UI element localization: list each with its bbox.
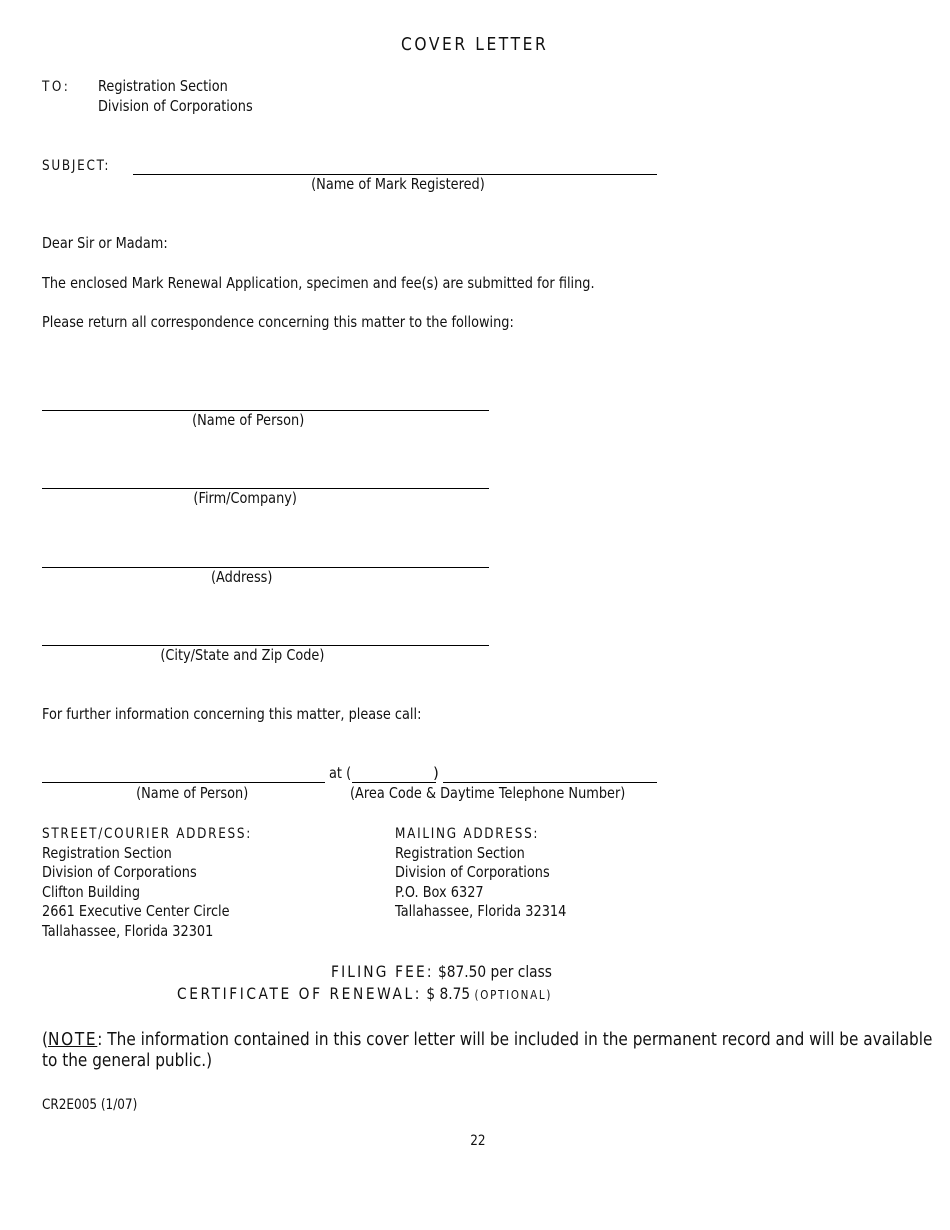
street-address-line: Division of Corporations <box>42 863 197 881</box>
street-address-line: 2661 Executive Center Circle <box>42 902 230 920</box>
further-info-text: For further information concerning this matter, please call: <box>42 705 422 723</box>
street-address-block <box>42 824 286 941</box>
certificate-fee-label: CERTIFICATE OF RENEWAL: <box>177 984 422 1003</box>
to-line-1: Registration Section <box>98 77 228 95</box>
page-number: 22 <box>470 1133 486 1149</box>
street-address-line: Tallahassee, Florida 32301 <box>42 921 214 940</box>
phone-field-line[interactable] <box>443 782 657 783</box>
name-of-person-caption: (Name of Person) <box>191 411 305 429</box>
note-line-1 <box>42 1029 950 1050</box>
certificate-fee <box>177 984 613 1003</box>
to-label: TO: <box>42 79 71 95</box>
filing-fee-value: $87.50 per class <box>438 962 552 981</box>
mailing-address-line: Registration Section <box>395 843 525 862</box>
body-paragraph-2: Please return all correspondence concerning this matter to the following: <box>42 313 514 331</box>
address-caption: (Address) <box>211 568 273 586</box>
note-label: NOTE <box>47 1029 98 1050</box>
certificate-fee-value: $ 8.75 <box>426 984 471 1003</box>
filing-fee <box>331 962 588 981</box>
mailing-address-line: Tallahassee, Florida 32314 <box>395 902 567 920</box>
page-title: COVER LETTER <box>401 34 549 55</box>
area-code-field-line[interactable] <box>352 782 436 783</box>
contact-phone-caption: (Area Code & Daytime Telephone Number) <box>350 784 626 802</box>
street-address-line: Registration Section <box>42 843 172 862</box>
city-state-zip-caption: (City/State and Zip Code) <box>159 646 325 664</box>
note-line-2: to the general public.) <box>42 1050 213 1071</box>
contact-close-paren: ) <box>433 764 439 782</box>
contact-at-text: at ( <box>329 764 352 782</box>
firm-company-caption: (Firm/Company) <box>193 489 297 507</box>
mailing-address-line: Division of Corporations <box>395 863 550 881</box>
mailing-address-line: P.O. Box 6327 <box>395 882 484 901</box>
salutation: Dear Sir or Madam: <box>42 234 168 252</box>
filing-fee-label: FILING FEE: <box>331 962 434 981</box>
contact-name-field-line[interactable] <box>42 782 325 783</box>
street-address-line: Clifton Building <box>42 882 141 901</box>
certificate-optional: (OPTIONAL) <box>474 988 553 1002</box>
note-open-paren: ( <box>42 1029 48 1050</box>
street-address-heading: STREET/COURIER ADDRESS: <box>42 826 253 842</box>
subject-label: SUBJECT: <box>42 158 111 174</box>
note-text: : The information contained in this cover letter will be included in the permanent record and will be available <box>97 1029 933 1050</box>
mailing-address-heading: MAILING ADDRESS: <box>395 826 540 842</box>
form-code: CR2E005 (1/07) <box>42 1097 138 1113</box>
mailing-address-block <box>395 824 594 922</box>
subject-caption: (Name of Mark Registered) <box>311 175 485 193</box>
body-paragraph-1: The enclosed Mark Renewal Application, specimen and fee(s) are submitted for filing. <box>42 274 595 292</box>
to-line-2: Division of Corporations <box>98 97 253 115</box>
contact-name-caption: (Name of Person) <box>135 784 249 802</box>
